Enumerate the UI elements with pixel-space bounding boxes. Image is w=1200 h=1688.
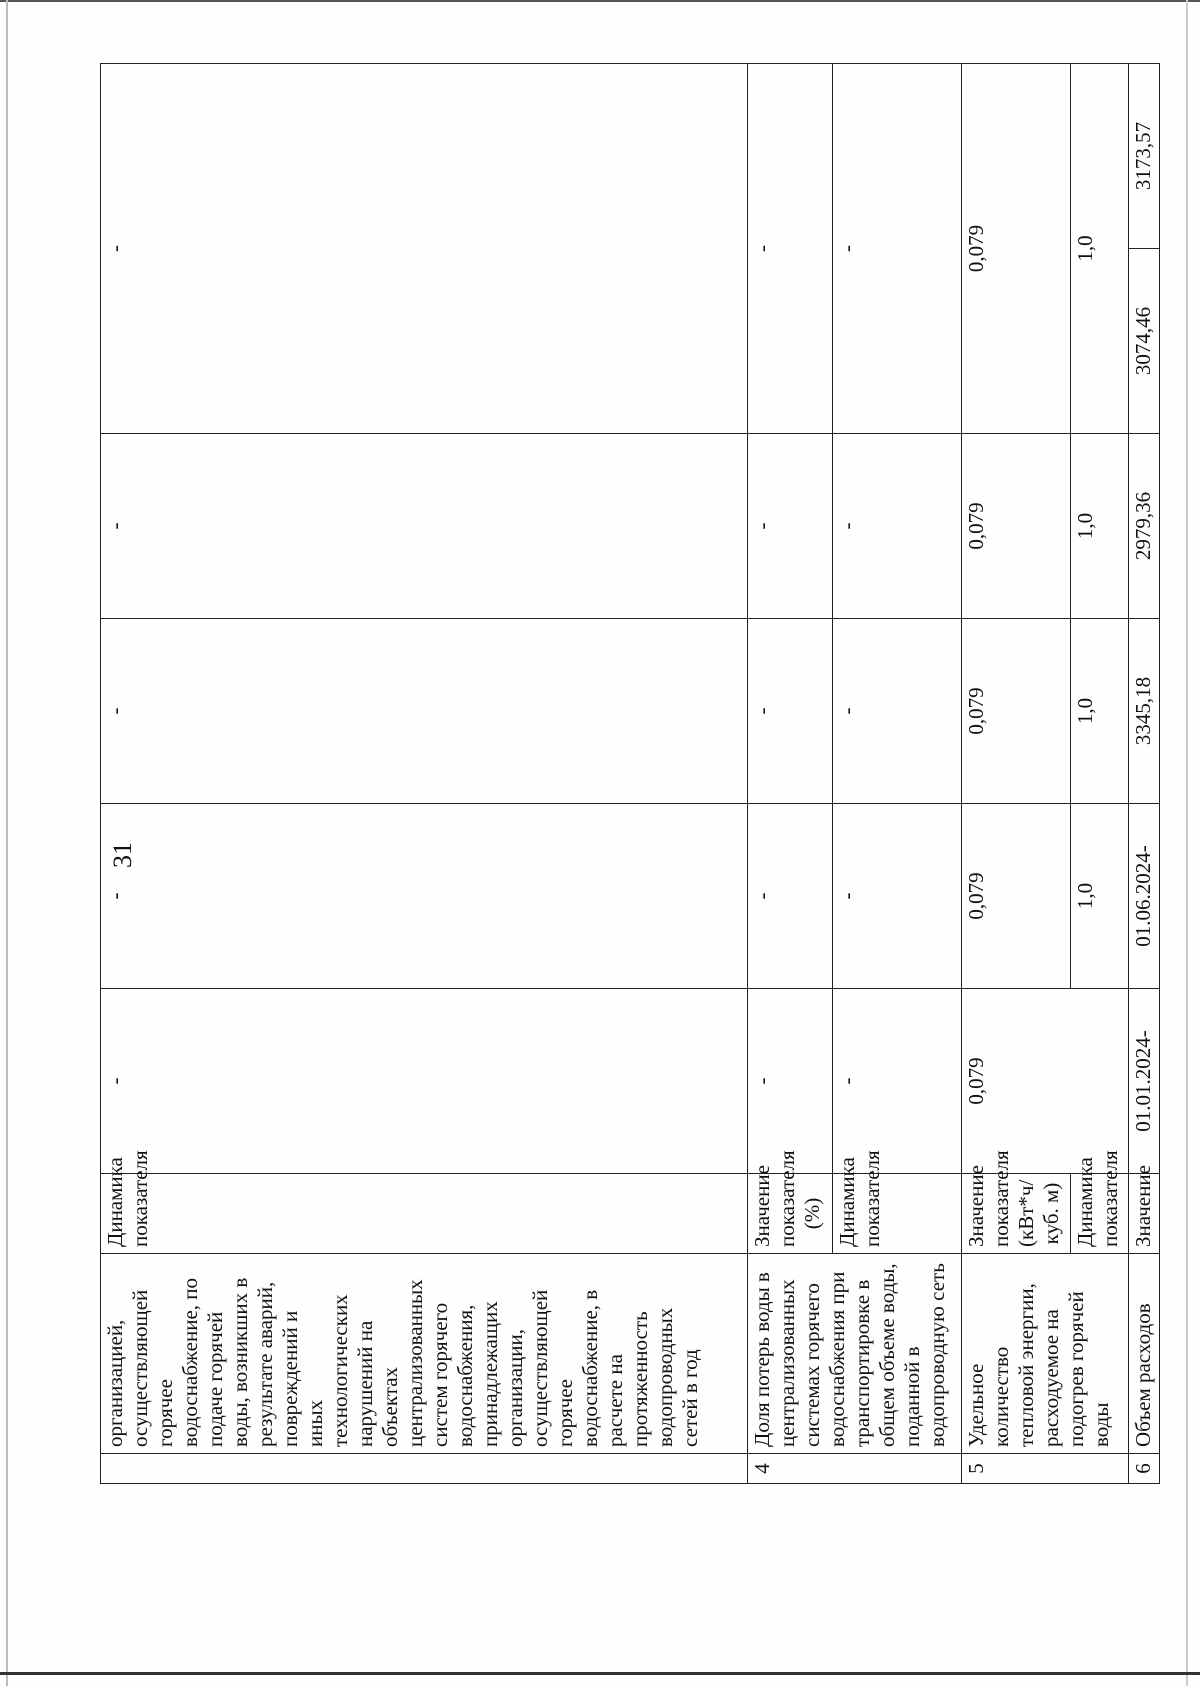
value-cell: 0,079 <box>961 989 1128 1174</box>
value-cell: 1,0 <box>1071 804 1128 989</box>
value-cell: - <box>747 619 833 804</box>
value-cell: - <box>101 434 748 619</box>
indicator-name: Доля потерь воды в централизованных системах горячего водоснабжения при транспортировке в общем объеме воды, поданной в водопроводную сеть <box>747 1254 961 1454</box>
indicator-name: организацией, осуществляющей горячее водоснабжение, по подаче горячей воды, возникших в результате аварий, повреждений и иных технологических нарушений на объектах централизованных систем горячего водоснабжения, принадлежащих организации, осуществляющей горячее водоснабжение, в расчете на протяженность водопроводных сетей в год <box>101 1254 748 1454</box>
value-cell: - <box>747 804 833 989</box>
value-cell: 0,079 <box>961 434 1071 619</box>
table-row <box>747 64 833 1484</box>
indicators-table <box>100 63 1160 1484</box>
indicator-label: Значение <box>1128 1174 1159 1254</box>
value-cell: 01.06.2024- <box>1128 804 1159 989</box>
value-cell: - <box>833 619 961 804</box>
value-cell: - <box>833 64 961 434</box>
value-cell: - <box>747 64 833 434</box>
indicator-name: Удельное количество тепловой энергии, расходуемое на подогрев горячей воды <box>961 1254 1128 1454</box>
indicator-label: Динамика показателя <box>833 1174 961 1254</box>
page-number: 31 <box>108 842 137 868</box>
value-cell: 1,0 <box>1071 619 1128 804</box>
row-number: 4 <box>747 1454 961 1484</box>
indicator-label: Динамика показателя <box>1071 1174 1128 1254</box>
value-cell: 0,079 <box>961 804 1071 989</box>
value-cell: 3074,46 <box>1128 249 1159 434</box>
value-cell: - <box>833 804 961 989</box>
value-cell: - <box>833 989 961 1174</box>
table-row <box>101 64 748 1484</box>
indicator-label: Значение показателя (кВт*ч/куб. м) <box>961 1174 1071 1254</box>
value-cell: 1,0 <box>1071 434 1128 619</box>
value-cell: - <box>747 989 833 1174</box>
value-cell: 0,079 <box>961 619 1071 804</box>
indicator-label: Значение показателя (%) <box>747 1174 833 1254</box>
indicator-name: Объем расходов <box>1128 1254 1159 1454</box>
value-cell: - <box>101 804 748 989</box>
value-cell: - <box>101 989 748 1174</box>
value-cell: - <box>101 64 748 434</box>
value-cell: - <box>101 619 748 804</box>
row-number <box>101 1454 748 1484</box>
value-cell: - <box>747 434 833 619</box>
table-row <box>961 64 1071 1484</box>
indicator-label: Динамика показателя <box>101 1174 748 1254</box>
value-cell: 2979,36 <box>1128 434 1159 619</box>
row-number: 6 <box>1128 1454 1159 1484</box>
value-cell: 1,0 <box>1071 64 1128 434</box>
row-number: 5 <box>961 1454 1128 1484</box>
value-cell: 3173,57 <box>1128 64 1159 249</box>
value-cell: 3345,18 <box>1128 619 1159 804</box>
value-cell: - <box>833 434 961 619</box>
table-row <box>1128 64 1159 1484</box>
value-cell: 01.01.2024- <box>1128 989 1159 1174</box>
value-cell: 0,079 <box>961 64 1071 434</box>
